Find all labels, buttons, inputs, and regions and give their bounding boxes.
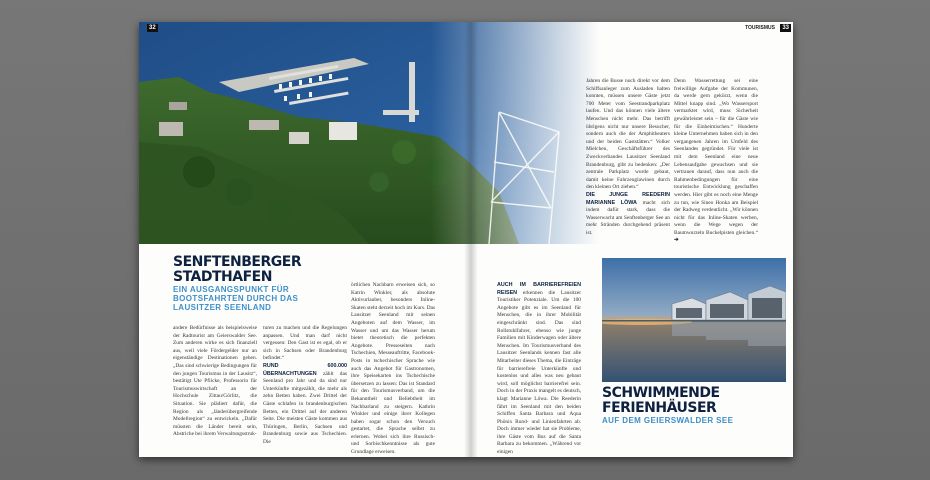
column-3-text: örtlichen Nachbarn erweisen sich, so Katrin Winkler, als absolute Aktivurlauber, besonders Inline-Skaten steht derzeit hoch im Kurs. Das Lausitzer Seenland mit seinen Angeboten auf dem Wasser, im Wasser und um das Wasser herum bietet theoretisch die perfekten Angebote. Presseseiten nach Tschechien, Messeauftritte, Facebook-Posts in tschechischer Sprache wie auch das Angebot für Gastronomen, ihre Speisekarten ins Tschechische übersetzen zu lassen: Das ist Standard für den Tourismusverband, um die Bekanntheit und Beliebtheit im Nachbarland zu steigern. Kathrin Winkler und einige ihrer Kollegen haben sogar schon den Versuch gestartet, die Sprache selbst zu erlernen. Wobei sich ihre Russisch- und Sorbischkenntnisse als gute Grundlage erweisen. bbox=[351, 282, 435, 456]
subtitle-right-line1: AUF DEM GEIERSWALDER SEE bbox=[602, 416, 734, 425]
headline-left-line1: SENFTENBERGER bbox=[173, 254, 302, 270]
subtitle-left-line3: LAUSITZER SEENLAND bbox=[173, 303, 272, 312]
section-label: TOURISMUS bbox=[745, 25, 775, 31]
column-5-text-a: Jahren die Busse noch direkt vor dem Schiffsanleger zum Ausladen halten konnten, müssen unsere Gäste jetzt 700 Meter vom Seestrandparkplatz laufen. Und das können viele ältere Menschen nicht mehr. Das betrifft übrigens nicht nur unsere Besucher, sondern auch die der Amphitheaters und der beiden Gaststätten.“ Volker Mielchen, Geschäftsführer des Zweckverbandes Lausitzer Seenland Brandenburg, gibt zu bedenken: „Der zentrale Parkplatz wurde gebaut, damit keine Fahrzeuglawinen durch den kleinen Ort ziehen.“ bbox=[586, 78, 670, 191]
body-column-1 bbox=[173, 325, 257, 439]
subtitle-left-line2: BOOTSFAHRTEN DURCH DAS bbox=[173, 294, 299, 303]
page-number-left: 32 bbox=[149, 25, 156, 31]
column-6-text: Denn Wasserrettung sei eine freiwillige Aufgabe der Kommunen, da werde gern gekürzt, wenn die Mittel knapp sind. „Wo Wassersport vermarktet wird, muss Sicherheit gewährleistet sein – für die Gäste wie für die Einheimischen.“ Hunderte kleine Unternehmen haben sich in den vergangenen Jahren im Umfeld des Seenlandes gegründet. Für viele ist mit dem Seenland eine neue Lebensaufgabe gewachsen und sie vertrauen darauf, dass nun auch die Rahmenbedingungen für eine touristische Entwicklung geschaffen werden. Hier gibt es noch eine Menge zu tun, wie Sineo Honka am Beispiel der Radweg verdeutlicht. „Wir können nicht für das Inline-Skaten werben, wenn die Wege wegen der Baumwurzeln Buckelpisten gleichen.“ bbox=[674, 78, 758, 236]
headline-right-line2: FERIENHÄUSER bbox=[602, 400, 717, 416]
floating-houses-photo bbox=[602, 258, 786, 382]
body-column-6 bbox=[674, 78, 758, 245]
body-column-5 bbox=[586, 78, 670, 237]
body-column-3 bbox=[351, 282, 435, 457]
magazine-spread bbox=[139, 22, 793, 457]
column-2-subheading: RUND 600.000 ÜBERNACHTUNGEN bbox=[263, 362, 347, 377]
page-number-right: 33 bbox=[782, 25, 789, 31]
headline-left-line2: STADTHAFEN bbox=[173, 269, 272, 285]
continue-arrow-icon: ➔ bbox=[674, 237, 679, 244]
harbour-aerial-photo bbox=[139, 22, 609, 244]
column-5-subheading: DIE JUNGE REEDERIN MARIANNE LÖWA bbox=[586, 191, 670, 206]
harbour-photo-illustration bbox=[139, 22, 609, 244]
floating-houses-illustration bbox=[602, 258, 786, 382]
column-5-text-b: macht sich indem dafür stark, dass die Wasserwacht am Senftenberger See an mehr Stränden durchgehend präsent ist. bbox=[586, 199, 671, 236]
body-column-2 bbox=[263, 325, 347, 447]
column-4-text: erkennen die Lausitzer Touristiker Potenziale. Um die 100 Angebote gibt es im Seenland für Menschen, die in ihrer Mobilität eingeschränkt sind. Das sind Rollstuhlfahrer, ebenso wie junge Familien mit Kinderwagen oder ältere Menschen. Im Tourismusverband des Lausitzer Seenlands kennen fast alle Mitarbeiter dieses Thema, die Einträge für barrierefreie Unterkünfte und kostenlos und alles was neu gebaut wird, soll möglichst barrierefrei sein. Doch in der Praxis mangelt es deutsch, klagt Marianne Löwa. Die Reederin fährt im Seenland mit den beiden Schiffen Santa Barbara und Aqua Phönix Rund- und Linienfahrten ab. Doch immer wieder hat sie Probleme, ihre Gäste vom Bus auf die Santa Barbara zu bekommen. „Während vor einigen bbox=[497, 289, 581, 456]
subtitle-left-line1: EIN AUSGANGSPUNKT FÜR bbox=[173, 285, 290, 294]
page-fold bbox=[464, 22, 478, 457]
column-2-text-a: turen zu machen und die Regelungen anpassen. Und man darf nicht vergessen: Den Gast ist es egal, ob er sich in Sachsen oder Brandenburg befindet.“ bbox=[263, 325, 347, 362]
headline-right-line1: SCHWIMMENDE bbox=[602, 385, 720, 401]
column-1-text: andere Bedürfnisse als beispielsweise der Radtourist am Geierswalder See. Zum anderen wirke es sich finanziell aus, weil viele Fördergelder nur an eigenständige Destinationen gehen. „Das sind schwierige Bedingungen für den jungen Tourismus in der Lausitz“, bestätigt Ute Pflicke, Professorin für Tourismuswirtschaft an der Hochschule Zittau/Görlitz, die Situation. Sie plädiert dafür, die Region als „länderübergreifende Modellregion“ zu entwickeln. „Dafür müssten die Länder bereit sein, Abstriche bei ihrem Verwaltungsstruk- bbox=[173, 325, 257, 438]
body-column-4 bbox=[497, 282, 581, 457]
column-2-text-b: zählt das Seenland pro Jahr und da sind nur Unterkünfte mitgezählt, die mehr als zehn Betten haben. Zwei Drittel der Gäste schlafen in brandenburgischen Betten, ein Drittel auf der anderen Seite. Die meisten Gäste kommen aus Thüringen, Berlin, Sachsen und Brandenburg sowie aus Tschechien. Die bbox=[263, 370, 347, 445]
column-4-subheading: AUCH IM BARRIEREFREIEN REISEN bbox=[497, 282, 581, 296]
